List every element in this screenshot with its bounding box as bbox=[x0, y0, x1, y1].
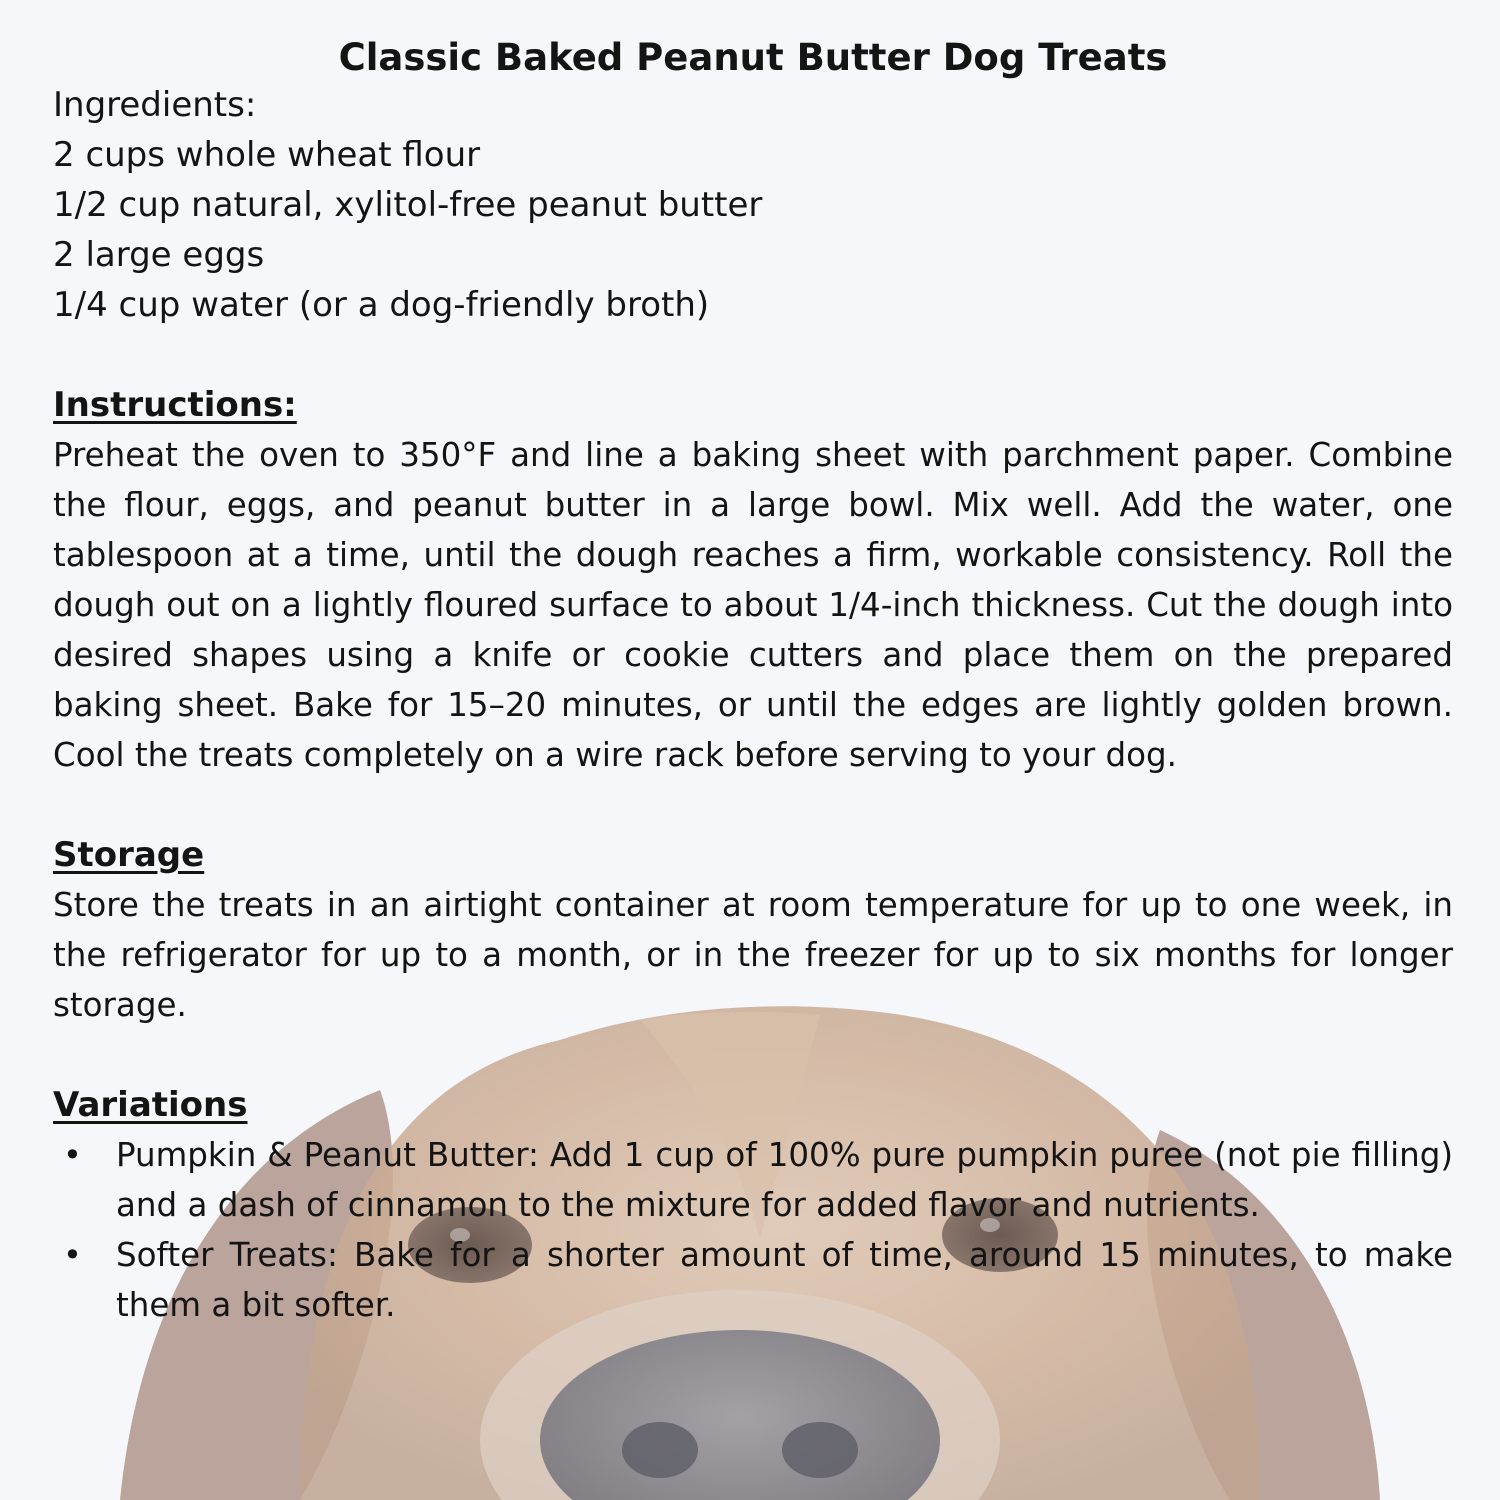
list-item bbox=[53, 1130, 1453, 1230]
ingredients-label: Ingredients: bbox=[53, 85, 257, 125]
instructions-text: Preheat the oven to 350°F and line a baking sheet with parchment paper. Combine the flour, eggs, and peanut butter in a large bowl. Mix well. Add the water, one tablespoon at a time, until the dough reaches a firm, workable consistency. Roll the dough out on a lightly floured surface to about 1/4-inch thickness. Cut the dough into desired shapes using a knife or cookie cutters and place them on the prepared baking sheet. Bake for 15–20 minutes, or until the edges are lightly golden brown. Cool the treats completely on a wire rack before serving to your dog. bbox=[53, 436, 1453, 774]
variations-list bbox=[53, 1130, 1453, 1330]
bullet-icon: • bbox=[63, 1136, 82, 1174]
instructions-section bbox=[53, 380, 1453, 780]
ingredient-item: 2 large eggs bbox=[53, 235, 265, 275]
ingredients-section bbox=[53, 80, 1453, 330]
storage-section bbox=[53, 830, 1453, 1030]
instructions-heading: Instructions: bbox=[53, 385, 297, 425]
storage-text: Store the treats in an airtight container at room temperature for up to one week, in the refrigerator for up to a month, or in the freezer for up to six months for longer storage. bbox=[53, 886, 1453, 1024]
variation-text: Softer Treats: Bake for a shorter amount of time, around 15 minutes, to make them a bit softer. bbox=[116, 1236, 1453, 1324]
variations-section bbox=[53, 1080, 1453, 1330]
variation-text: Pumpkin & Peanut Butter: Add 1 cup of 100% pure pumpkin puree (not pie filling) and a dash of cinnamon to the mixture for added flavor and nutrients. bbox=[116, 1136, 1453, 1224]
bullet-icon: • bbox=[63, 1236, 82, 1274]
ingredient-item: 1/4 cup water (or a dog-friendly broth) bbox=[53, 285, 710, 325]
list-item bbox=[53, 1230, 1453, 1330]
storage-heading: Storage bbox=[53, 835, 205, 875]
ingredient-item: 1/2 cup natural, xylitol-free peanut butter bbox=[53, 185, 763, 225]
ingredient-item: 2 cups whole wheat flour bbox=[53, 135, 481, 175]
variations-heading: Variations bbox=[53, 1085, 248, 1125]
recipe-title: Classic Baked Peanut Butter Dog Treats bbox=[338, 36, 1168, 79]
